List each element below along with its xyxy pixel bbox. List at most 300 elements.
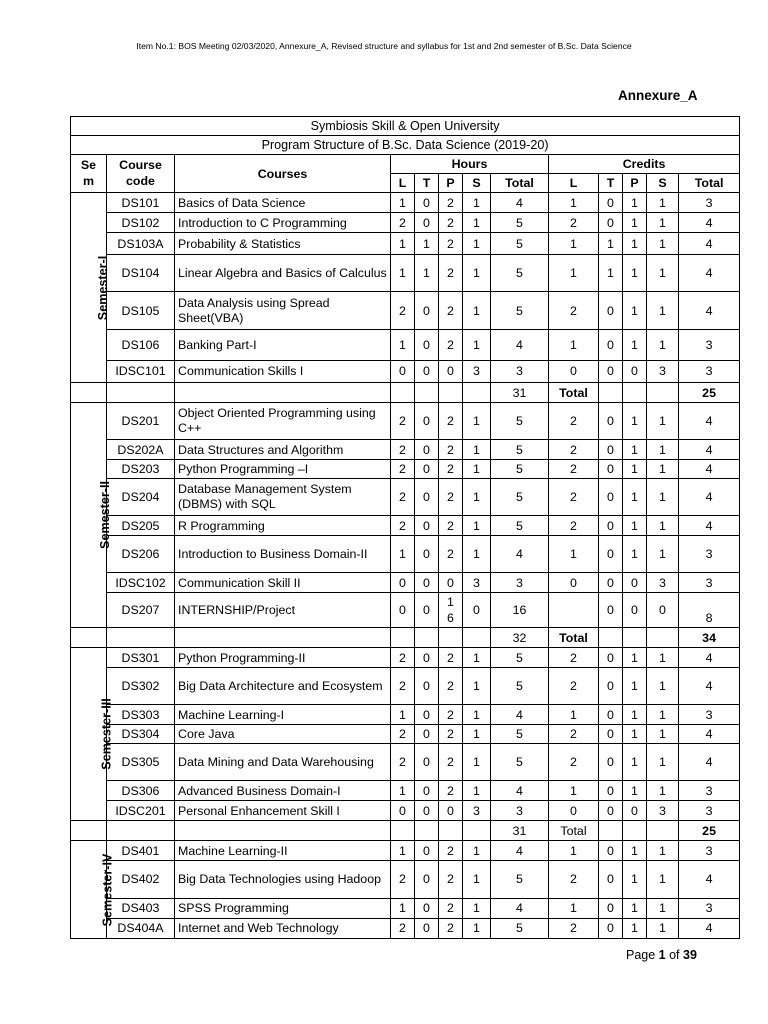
hours-l: 2	[391, 668, 415, 705]
hours-p: 2	[439, 705, 463, 725]
hours-p: 2	[439, 536, 463, 573]
course-name: Personal Enhancement Skill I	[175, 801, 391, 821]
credits-s: 1	[647, 193, 679, 213]
credits-l: 2	[549, 744, 599, 781]
total-label: Total	[549, 821, 599, 841]
credits-total: 3	[679, 360, 740, 382]
credits-s: 1	[647, 479, 679, 516]
course-code: DS302	[107, 668, 175, 705]
course-row	[71, 898, 740, 918]
course-row	[71, 193, 740, 213]
credits-s: 1	[647, 744, 679, 781]
credits-t: 1	[599, 255, 623, 292]
hours-l: 2	[391, 460, 415, 479]
empty-cell	[175, 628, 391, 648]
credits-l: 1	[549, 898, 599, 918]
hours-total: 4	[491, 898, 549, 918]
credits-s: 1	[647, 536, 679, 573]
semester-total-row	[71, 821, 740, 841]
hours-s: 0	[463, 593, 491, 628]
credits-total: 8	[679, 593, 740, 628]
course-code: DS207	[107, 593, 175, 628]
credits-l: 2	[549, 460, 599, 479]
course-name: Communication Skills I	[175, 360, 391, 382]
hours-t: 0	[415, 573, 439, 593]
semester-label-cell	[71, 648, 114, 821]
header-credits: Credits	[549, 155, 740, 174]
course-code: DS403	[107, 898, 175, 918]
hours-s: 1	[463, 440, 491, 460]
empty-cell	[71, 821, 107, 841]
credits-p: 1	[623, 255, 647, 292]
hours-l: 2	[391, 861, 415, 898]
credits-total: 4	[679, 648, 740, 668]
credits-s: 3	[647, 360, 679, 382]
course-name: Core Java	[175, 725, 391, 744]
credits-p: 0	[623, 360, 647, 382]
header-hours: Hours	[391, 155, 549, 174]
course-code: DS402	[107, 861, 175, 898]
header-hours-t: T	[415, 174, 439, 193]
hours-total: 5	[491, 668, 549, 705]
hours-l: 2	[391, 213, 415, 233]
hours-t: 0	[415, 536, 439, 573]
credits-total: 3	[679, 841, 740, 861]
course-name: Python Programming-II	[175, 648, 391, 668]
empty-cell	[647, 821, 679, 841]
hours-l: 0	[391, 573, 415, 593]
credits-total: 3	[679, 781, 740, 801]
hours-s: 1	[463, 648, 491, 668]
hours-p: 0	[439, 360, 463, 382]
hours-p: 2	[439, 898, 463, 918]
course-name: Database Management System (DBMS) with SQL	[175, 479, 391, 516]
hours-p: 2	[439, 918, 463, 938]
credits-total: 4	[679, 744, 740, 781]
course-name: Linear Algebra and Basics of Calculus	[175, 255, 391, 292]
course-code: DS201	[107, 403, 175, 440]
credits-l: 2	[549, 213, 599, 233]
credits-l: 2	[549, 292, 599, 329]
credits-p: 1	[623, 898, 647, 918]
credits-t: 0	[599, 668, 623, 705]
hours-total: 5	[491, 516, 549, 536]
course-code: DS202A	[107, 440, 175, 460]
course-name: R Programming	[175, 516, 391, 536]
hours-t: 0	[415, 593, 439, 628]
hours-s: 1	[463, 668, 491, 705]
course-code: DS206	[107, 536, 175, 573]
semester-label-cell	[71, 841, 115, 939]
course-code: DS101	[107, 193, 175, 213]
course-code: DS204	[107, 479, 175, 516]
hours-s: 1	[463, 213, 491, 233]
hours-total: 5	[491, 861, 549, 898]
credits-p: 0	[623, 593, 647, 628]
credits-s: 1	[647, 233, 679, 255]
hours-t: 0	[415, 360, 439, 382]
course-code: DS306	[107, 781, 175, 801]
course-name: INTERNSHIP/Project	[175, 593, 391, 628]
university-title: Symbiosis Skill & Open University	[71, 117, 740, 136]
credits-s: 1	[647, 781, 679, 801]
credits-t: 0	[599, 861, 623, 898]
credits-l: 0	[549, 573, 599, 593]
course-row	[71, 479, 740, 516]
credits-l: 2	[549, 725, 599, 744]
hours-total: 5	[491, 440, 549, 460]
course-name: Big Data Technologies using Hadoop	[175, 861, 391, 898]
semester-label-cell	[71, 403, 112, 628]
hours-t: 0	[415, 403, 439, 440]
course-name: Machine Learning-I	[175, 705, 391, 725]
hours-s: 1	[463, 536, 491, 573]
credits-s: 1	[647, 440, 679, 460]
hours-l: 1	[391, 329, 415, 360]
hours-total: 5	[491, 918, 549, 938]
credits-s: 3	[647, 801, 679, 821]
hours-l: 1	[391, 781, 415, 801]
credits-l: 1	[549, 705, 599, 725]
credits-l: 2	[549, 918, 599, 938]
course-code: DS103A	[107, 233, 175, 255]
credits-s: 1	[647, 329, 679, 360]
credits-total: 4	[679, 516, 740, 536]
empty-cell	[463, 628, 491, 648]
credits-t: 0	[599, 193, 623, 213]
total-hours: 31	[491, 383, 549, 403]
header-courses: Courses	[175, 155, 391, 193]
empty-cell	[71, 383, 107, 403]
credits-total: 4	[679, 725, 740, 744]
hours-t: 0	[415, 440, 439, 460]
course-row	[71, 781, 740, 801]
hours-total: 3	[491, 360, 549, 382]
hours-p: 2	[439, 479, 463, 516]
semester-label-cell	[71, 193, 111, 383]
credits-s: 1	[647, 898, 679, 918]
credits-t: 0	[599, 292, 623, 329]
credits-t: 0	[599, 918, 623, 938]
credits-s: 1	[647, 668, 679, 705]
hours-l: 1	[391, 233, 415, 255]
course-row	[71, 861, 740, 898]
credits-p: 1	[623, 292, 647, 329]
hours-p-value: 1 6	[447, 595, 454, 625]
hours-p: 2	[439, 255, 463, 292]
credits-p: 0	[623, 573, 647, 593]
course-row	[71, 440, 740, 460]
course-name: Machine Learning-II	[175, 841, 391, 861]
hours-p: 2	[439, 440, 463, 460]
semester-total-row	[71, 383, 740, 403]
empty-cell	[599, 821, 623, 841]
course-row	[71, 744, 740, 781]
hours-t: 0	[415, 193, 439, 213]
credits-p: 1	[623, 233, 647, 255]
credits-total: 3	[679, 573, 740, 593]
hours-p: 2	[439, 725, 463, 744]
hours-s: 3	[463, 573, 491, 593]
credits-l: 2	[549, 516, 599, 536]
credits-total: 4	[679, 861, 740, 898]
credits-l: 2	[549, 479, 599, 516]
course-row	[71, 725, 740, 744]
hours-s: 1	[463, 861, 491, 898]
hours-total: 5	[491, 744, 549, 781]
hours-l: 2	[391, 403, 415, 440]
empty-cell	[623, 383, 647, 403]
empty-cell	[107, 821, 175, 841]
credits-s: 1	[647, 403, 679, 440]
program-structure-table	[70, 116, 740, 939]
course-name: Introduction to C Programming	[175, 213, 391, 233]
annexure-label: Annexure_A	[618, 88, 698, 103]
hours-total: 5	[491, 213, 549, 233]
semester-total-row	[71, 628, 740, 648]
hours-p: 2	[439, 329, 463, 360]
hours-t: 0	[415, 898, 439, 918]
hours-t: 1	[415, 233, 439, 255]
credits-total: 3	[679, 193, 740, 213]
hours-t: 0	[415, 329, 439, 360]
credits-total: 3	[679, 536, 740, 573]
hours-p: 2	[439, 861, 463, 898]
hours-p: 2	[439, 403, 463, 440]
header-credits-total: Total	[679, 174, 740, 193]
credits-total: 4	[679, 213, 740, 233]
hours-t: 0	[415, 918, 439, 938]
empty-cell	[391, 821, 415, 841]
empty-cell	[439, 628, 463, 648]
hours-p: 2	[439, 193, 463, 213]
credits-total: 3	[679, 801, 740, 821]
hours-p: 0	[439, 573, 463, 593]
credits-s: 1	[647, 841, 679, 861]
credits-p: 1	[623, 403, 647, 440]
hours-t: 1	[415, 255, 439, 292]
hours-p: 2	[439, 744, 463, 781]
hours-s: 1	[463, 233, 491, 255]
credits-l: 1	[549, 841, 599, 861]
credits-total: 4	[679, 440, 740, 460]
hours-t: 0	[415, 744, 439, 781]
course-row	[71, 516, 740, 536]
course-name: Advanced Business Domain-I	[175, 781, 391, 801]
empty-cell	[439, 383, 463, 403]
hours-s: 1	[463, 292, 491, 329]
hours-s: 1	[463, 918, 491, 938]
course-row	[71, 213, 740, 233]
course-code: DS105	[107, 292, 175, 329]
header-hours-p: P	[439, 174, 463, 193]
credits-p: 0	[623, 801, 647, 821]
credits-s: 1	[647, 725, 679, 744]
credits-l: 0	[549, 801, 599, 821]
hours-t: 0	[415, 648, 439, 668]
course-code: DS305	[107, 744, 175, 781]
empty-cell	[647, 628, 679, 648]
course-name: Big Data Architecture and Ecosystem	[175, 668, 391, 705]
credits-l: 2	[549, 861, 599, 898]
course-name: Object Oriented Programming using C++	[175, 403, 391, 440]
hours-p: 2	[439, 841, 463, 861]
hours-total: 5	[491, 460, 549, 479]
hours-t: 0	[415, 668, 439, 705]
credits-p: 1	[623, 861, 647, 898]
hours-total: 4	[491, 536, 549, 573]
hours-s: 1	[463, 744, 491, 781]
credits-t: 0	[599, 403, 623, 440]
empty-cell	[623, 628, 647, 648]
credits-p: 1	[623, 668, 647, 705]
semester-label: Semester-III	[99, 698, 114, 770]
credits-p: 1	[623, 479, 647, 516]
course-row	[71, 460, 740, 479]
hours-l: 0	[391, 593, 415, 628]
hours-l: 1	[391, 255, 415, 292]
course-name: Internet and Web Technology	[175, 918, 391, 938]
course-row	[71, 801, 740, 821]
header-note: Item No.1: BOS Meeting 02/03/2020, Annexure_A, Revised structure and syllabus for 1st and 2nd semester of B.Sc. Data Science	[136, 41, 632, 51]
credits-total: 4	[679, 255, 740, 292]
credits-total: 4	[679, 918, 740, 938]
credits-t: 0	[599, 573, 623, 593]
credits-t: 0	[599, 460, 623, 479]
course-code: IDSC201	[107, 801, 175, 821]
course-name: SPSS Programming	[175, 898, 391, 918]
total-credits: 25	[679, 821, 740, 841]
hours-s: 1	[463, 705, 491, 725]
course-row	[71, 536, 740, 573]
credits-p: 1	[623, 213, 647, 233]
credits-s: 1	[647, 861, 679, 898]
credits-total: 3	[679, 329, 740, 360]
course-code: DS303	[107, 705, 175, 725]
hours-t: 0	[415, 781, 439, 801]
hours-p: 2	[439, 781, 463, 801]
credits-t: 0	[599, 536, 623, 573]
course-row	[71, 918, 740, 938]
course-row	[71, 573, 740, 593]
header-course-code: Course code	[107, 155, 175, 193]
credits-s: 1	[647, 918, 679, 938]
header-credits-s: S	[647, 174, 679, 193]
course-name: Data Analysis using Spread Sheet(VBA)	[175, 292, 391, 329]
course-code: DS401	[107, 841, 175, 861]
course-code: DS301	[107, 648, 175, 668]
credits-t: 0	[599, 516, 623, 536]
hours-total: 5	[491, 725, 549, 744]
credits-s: 1	[647, 213, 679, 233]
empty-cell	[439, 821, 463, 841]
credits-t: 0	[599, 479, 623, 516]
course-code: DS304	[107, 725, 175, 744]
credits-p: 1	[623, 841, 647, 861]
course-row	[71, 668, 740, 705]
credits-l: 1	[549, 233, 599, 255]
hours-t: 0	[415, 479, 439, 516]
hours-s: 1	[463, 403, 491, 440]
course-row	[71, 648, 740, 668]
credits-p: 1	[623, 460, 647, 479]
empty-cell	[107, 628, 175, 648]
hours-total: 5	[491, 292, 549, 329]
hours-l: 2	[391, 479, 415, 516]
empty-cell	[623, 821, 647, 841]
course-name: Communication Skill II	[175, 573, 391, 593]
hours-total: 4	[491, 329, 549, 360]
credits-l: 2	[549, 668, 599, 705]
credits-t: 0	[599, 841, 623, 861]
hours-l: 0	[391, 801, 415, 821]
credits-t: 0	[599, 440, 623, 460]
credits-t: 0	[599, 648, 623, 668]
course-name: Banking Part-I	[175, 329, 391, 360]
header-sem: Se m	[71, 155, 107, 193]
empty-cell	[391, 628, 415, 648]
credits-s: 1	[647, 255, 679, 292]
hours-total: 4	[491, 193, 549, 213]
empty-cell	[71, 628, 107, 648]
credits-l: 2	[549, 648, 599, 668]
hours-p: 2	[439, 648, 463, 668]
empty-cell	[175, 383, 391, 403]
header-credits-t: T	[599, 174, 623, 193]
total-hours: 31	[491, 821, 549, 841]
course-row	[71, 705, 740, 725]
hours-p: 2	[439, 233, 463, 255]
empty-cell	[599, 628, 623, 648]
hours-l: 2	[391, 744, 415, 781]
course-name: Data Structures and Algorithm	[175, 440, 391, 460]
hours-total: 3	[491, 573, 549, 593]
course-code: IDSC102	[107, 573, 175, 593]
hours-s: 1	[463, 781, 491, 801]
hours-l: 2	[391, 292, 415, 329]
course-row	[71, 292, 740, 329]
hours-total: 16	[491, 593, 549, 628]
hours-total: 5	[491, 403, 549, 440]
credits-l: 2	[549, 440, 599, 460]
page-number: Page 1 of 39	[626, 948, 697, 962]
program-title: Program Structure of B.Sc. Data Science (2019-20)	[71, 136, 740, 155]
hours-l: 0	[391, 360, 415, 382]
hours-s: 1	[463, 479, 491, 516]
header-credits-p: P	[623, 174, 647, 193]
credits-p: 1	[623, 725, 647, 744]
hours-s: 3	[463, 801, 491, 821]
credits-p: 1	[623, 744, 647, 781]
hours-t: 0	[415, 861, 439, 898]
credits-total: 4	[679, 479, 740, 516]
credits-l: 1	[549, 255, 599, 292]
hours-total: 5	[491, 255, 549, 292]
hours-s: 1	[463, 255, 491, 292]
course-row	[71, 360, 740, 382]
credits-total: 3	[679, 898, 740, 918]
hours-l: 1	[391, 898, 415, 918]
course-name: Probability & Statistics	[175, 233, 391, 255]
hours-p	[439, 593, 463, 628]
credits-p: 1	[623, 516, 647, 536]
empty-cell	[391, 383, 415, 403]
credits-total: 4	[679, 403, 740, 440]
semester-label: Semester-I	[96, 255, 111, 320]
total-credits: 25	[679, 383, 740, 403]
hours-l: 2	[391, 648, 415, 668]
course-row	[71, 329, 740, 360]
